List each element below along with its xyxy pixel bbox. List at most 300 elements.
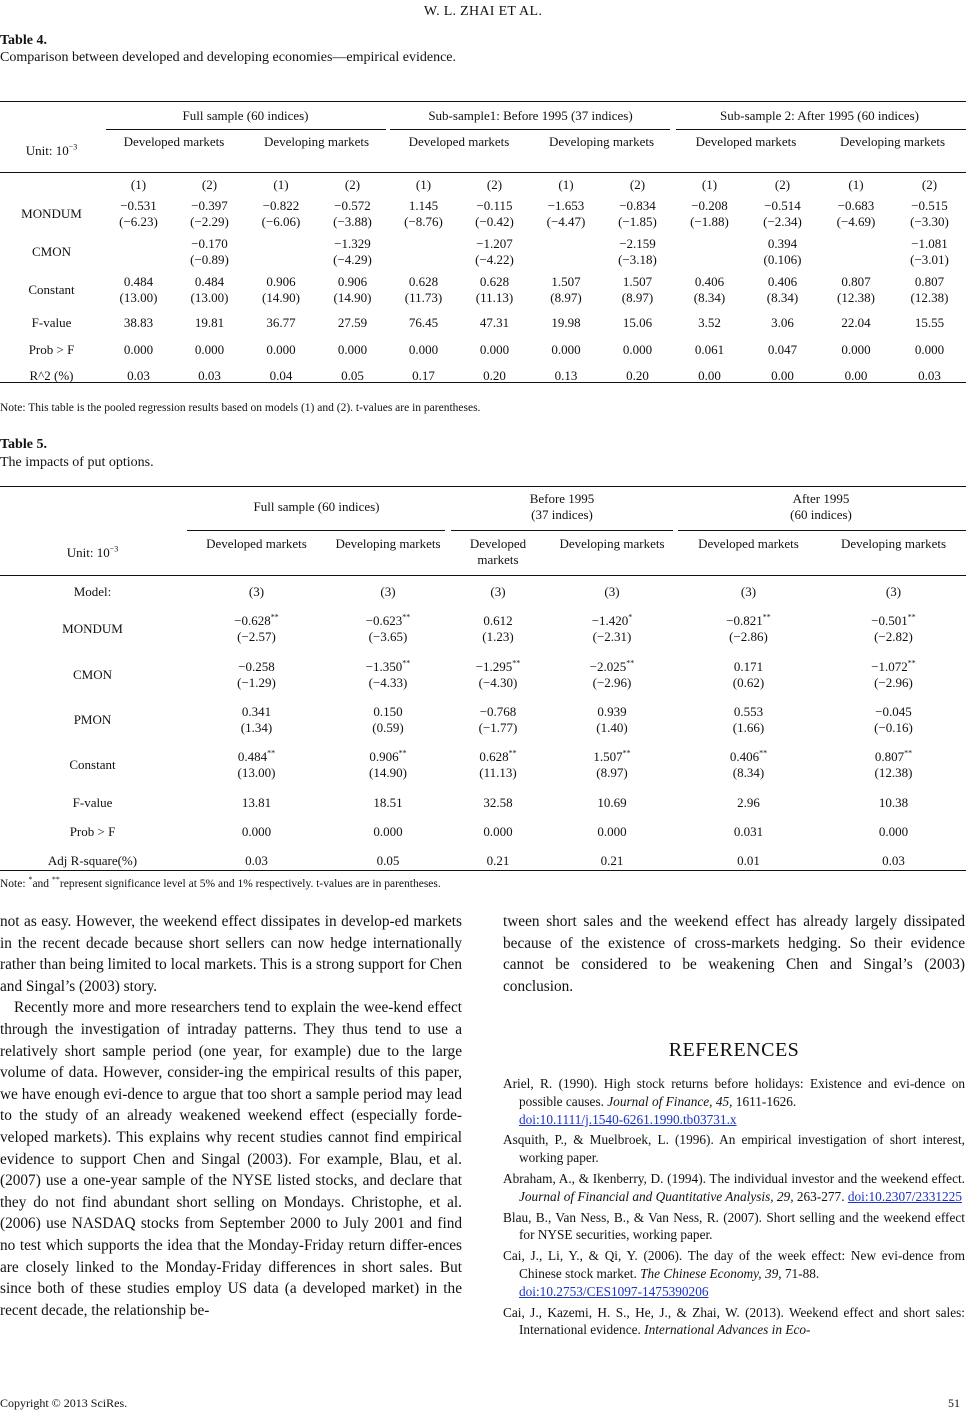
table5-note: Note: *and **represent significance level at 5% and 1% respectively. t-values are in parentheses. (0, 875, 441, 890)
table5-cell (328, 698, 448, 742)
table5-model-row (0, 578, 966, 606)
table4-model-cell: (1) (273, 177, 289, 192)
coefficient-value: 18.51 (373, 795, 403, 810)
table5-cell (548, 652, 676, 698)
t-value: (−2.29) (190, 214, 229, 229)
table4-cell (602, 233, 673, 271)
coefficient-value: 1.507 (622, 274, 653, 289)
table5-cell (448, 606, 548, 652)
table4-model-cell: (2) (629, 177, 646, 192)
coefficient-value: −0.572 (334, 198, 371, 213)
t-value: (8.97) (596, 765, 628, 780)
coefficient-value: −0.045 (875, 704, 912, 719)
coefficient-value: 0.628 (408, 274, 439, 289)
coefficient-value: −0.115 (476, 198, 513, 213)
table5-cell (548, 846, 676, 876)
table5-top-rule (0, 486, 966, 487)
table4-row-label: Constant (28, 282, 75, 297)
table5-cell (185, 698, 328, 742)
table5-cell (448, 652, 548, 698)
coefficient-value: 0.20 (626, 368, 649, 383)
coefficient-line (821, 659, 966, 675)
table5-cell (448, 698, 548, 742)
table5-cell (548, 788, 676, 818)
coefficient-value: 0.612 (483, 613, 513, 628)
coefficient-line (328, 613, 448, 629)
coefficient-value: 0.406 (767, 274, 798, 289)
t-value: (12.38) (910, 290, 949, 305)
table4-cell (673, 337, 746, 363)
table4-cell (317, 337, 388, 363)
coefficient-line (185, 613, 328, 629)
table5-cell (448, 742, 548, 788)
t-value: (0.106) (763, 252, 802, 267)
coefficient-value: −1.420 (591, 613, 629, 628)
significance-marker: ** (267, 748, 276, 758)
coefficient-value: 1.507 (551, 274, 581, 289)
reference-item (503, 1075, 965, 1128)
coefficient-line (548, 824, 676, 840)
table4-cell (245, 233, 317, 271)
coefficient-value: 19.98 (551, 315, 581, 330)
table4-model-cell: (2) (921, 177, 938, 192)
t-value: (−0.89) (190, 252, 229, 267)
table5-unit-label: Unit: $10^{-3}$ (66, 544, 119, 560)
table5-market: Developing markets (335, 536, 441, 551)
table4-cell (819, 233, 893, 271)
coefficient-value: 0.150 (373, 704, 403, 719)
t-value: (−2.57) (237, 629, 276, 644)
coefficient-value: 19.81 (194, 315, 225, 330)
t-value: (0.59) (372, 720, 404, 735)
table4-market: Developed markets (408, 134, 510, 149)
t-value: (11.73) (404, 290, 443, 305)
coefficient-value: 76.45 (408, 315, 439, 330)
coefficient-value: 15.55 (914, 315, 945, 330)
t-value: (−0.16) (874, 720, 913, 735)
reference-item (503, 1209, 965, 1245)
coefficient-line (448, 659, 548, 675)
coefficient-line (185, 824, 328, 840)
table5-header-rule (0, 575, 966, 576)
t-value: (13.00) (190, 290, 229, 305)
table4-model-cell: (1) (415, 177, 432, 192)
t-value: (−0.42) (475, 214, 514, 229)
table4-model-cell: (1) (558, 177, 574, 192)
coefficient-value: 0.000 (241, 824, 272, 839)
coefficient-line (821, 613, 966, 629)
table4-market: Developing markets (839, 134, 946, 149)
table5-group-before: Before 1995 (37 indices) (529, 491, 595, 522)
table4-row (0, 233, 966, 271)
table4-cell (459, 195, 530, 233)
t-value: (12.38) (837, 290, 875, 305)
coefficient-value: 0.171 (733, 659, 764, 674)
coefficient-line (676, 795, 821, 811)
table4-cell (245, 363, 317, 389)
table4-cell (174, 309, 245, 337)
coefficient-line (548, 659, 676, 675)
coefficient-value: −0.258 (238, 659, 275, 674)
coefficient-value: 0.000 (841, 342, 871, 357)
t-value: (−2.96) (592, 675, 632, 690)
coefficient-value: −0.628 (234, 613, 271, 628)
reference-text: Cai, J., Kazemi, H. S., He, J., & Zhai, W. (2013). Weekend effect and short sales: International evidence. (503, 1304, 965, 1338)
coefficient-line (821, 704, 966, 720)
table5-row-label: CMON (72, 667, 112, 682)
table5-model-cell: (3) (248, 584, 265, 599)
table5-body (0, 578, 966, 876)
table4-cell (459, 337, 530, 363)
coefficient-value: 47.31 (479, 315, 510, 330)
coefficient-value: −0.514 (764, 198, 801, 213)
table5-row-label: Model: (73, 584, 112, 599)
table4-cell (893, 233, 966, 271)
t-value: (1.23) (482, 629, 514, 644)
body-paragraph: Recently more and more researchers tend to explain the wee-kend effect through the investigation of intraday patterns. They thus tend to use a relatively short sample period (one year, for example) due to the large volume of data. However, consider-ing the empirical results of this paper, we have enough evi-dence to argue that too short a sample period may lead to the study of an already weakened weekend effect (especially forde-veloped markets). This explains why recent studies cannot find empirical evidence to support Chen and Singal (2003). For example, Blau, et al. (2007) use a one-year sample of the NYSE listed stocks, and declare that they do not find abundant short selling on Mondays. Christophe, et al. (2006) use NASDAQ stocks from September 2000 to July 2001 and find no test which supports the idea that the Monday-Friday return differ-ences are closely linked to the Monday-Friday differences in short sales. But since both of these studies employ US data (a developed market) in the recent decade, the relationship be- (0, 999, 462, 1319)
table5-model-cell: (3) (604, 584, 620, 599)
table4-cell (174, 195, 245, 233)
table4-cell (819, 337, 893, 363)
references-list (503, 1075, 965, 1342)
significance-marker: * (628, 612, 633, 622)
table5-row (0, 742, 966, 788)
table4-cell (245, 309, 317, 337)
table4-cell (459, 309, 530, 337)
table5-cell (328, 652, 448, 698)
t-value: (14.90) (369, 765, 407, 780)
table4-cell (893, 195, 966, 233)
table5-cell (676, 742, 821, 788)
coefficient-value: 0.04 (269, 368, 293, 383)
table4-cell (103, 271, 174, 309)
table4-body (0, 175, 966, 389)
coefficient-line (185, 659, 328, 675)
coefficient-value: 0.000 (123, 342, 154, 357)
table5-row (0, 788, 966, 818)
significance-marker: ** (512, 658, 521, 668)
reference-doi-link[interactable]: doi:10.2307/2331225 (847, 1188, 962, 1204)
table4-top-rule (0, 101, 966, 102)
coefficient-line (185, 853, 328, 869)
coefficient-value: 0.000 (337, 342, 368, 357)
table5-title: Table 5. (0, 437, 47, 452)
coefficient-value: −0.397 (191, 198, 228, 213)
table5-row (0, 846, 966, 876)
reference-journal: Journal of Financial and Quantitative Analysis, 29, (519, 1188, 794, 1204)
coefficient-value: 0.17 (412, 368, 435, 383)
coefficient-value: 0.628 (479, 274, 510, 289)
table4-cell (893, 363, 966, 389)
table4-cell (673, 233, 746, 271)
coefficient-value: 0.03 (882, 853, 905, 868)
table5-row (0, 606, 966, 652)
t-value: (−3.65) (368, 629, 408, 644)
t-value: (−2.31) (592, 629, 632, 644)
table5-cell (548, 698, 676, 742)
coefficient-value: −0.683 (837, 198, 875, 213)
coefficient-line (328, 704, 448, 720)
coefficient-value: −0.170 (191, 236, 228, 251)
t-value: (−4.47) (546, 214, 586, 229)
table5-row (0, 652, 966, 698)
table5-market: Developed markets (206, 536, 307, 551)
table4-cell (819, 195, 893, 233)
reference-journal: International Advances in Eco- (644, 1322, 811, 1338)
coefficient-value: 0.000 (551, 342, 581, 357)
table4-group-after: Sub-sample 2: After 1995 (60 indices) (720, 108, 919, 123)
table4-model-cell: (2) (486, 177, 503, 192)
t-value: (−2.82) (874, 629, 913, 644)
table5-cell (548, 818, 676, 846)
coefficient-line (676, 659, 821, 675)
table4-cell (245, 337, 317, 363)
coefficient-value: 0.807 (841, 274, 871, 289)
table4-cell (103, 309, 174, 337)
table4-cell (317, 309, 388, 337)
table5-group-rule-3 (678, 530, 966, 531)
coefficient-value: −0.501 (871, 613, 908, 628)
coefficient-value: −1.072 (871, 659, 908, 674)
table4-cell (746, 363, 819, 389)
body-paragraph: not as easy. However, the weekend effect dissipates in develop-ed markets in the recent decade because short sellers can now hedge internationally rather than being limited to local markets. This is a strong support for Chen and Singal’s (2003) story. (0, 913, 462, 995)
table4-cell (819, 309, 893, 337)
table5-market: Developing markets (559, 536, 665, 551)
table5-row (0, 818, 966, 846)
coefficient-value: 0.03 (198, 368, 221, 383)
t-value: (1.40) (596, 720, 628, 735)
table5-cell (676, 652, 821, 698)
coefficient-value: 10.69 (597, 795, 627, 810)
significance-marker: ** (904, 748, 913, 758)
coefficient-value: 10.38 (878, 795, 909, 810)
table4-model-cell: (1) (701, 177, 718, 192)
reference-item (503, 1170, 965, 1206)
significance-marker: ** (398, 748, 407, 758)
table4-market: Developed markets (695, 134, 797, 149)
coefficient-value: 27.59 (337, 315, 368, 330)
reference-text: Cai, J., Li, Y., & Qi, Y. (2006). The day of the week effect: New evi-dence from Chinese stock market. (503, 1248, 965, 1281)
references-heading: REFERENCES (668, 1039, 800, 1061)
table5-cell (821, 788, 966, 818)
table4-market: Developing markets (548, 134, 655, 149)
table4-model-cell: (2) (774, 177, 791, 192)
coefficient-line (448, 704, 548, 720)
reference-journal: Journal of Finance, 45, (607, 1093, 733, 1109)
coefficient-value: −0.834 (619, 198, 656, 213)
coefficient-value: 0.484 (123, 274, 154, 289)
table4-cell (459, 363, 530, 389)
t-value: (0.62) (732, 675, 765, 690)
table4-cell (103, 195, 174, 233)
coefficient-value: −0.208 (691, 198, 728, 213)
table5-cell (185, 652, 328, 698)
coefficient-value: 0.00 (771, 368, 794, 383)
coefficient-line (185, 749, 328, 765)
table4-cell (388, 309, 459, 337)
coefficient-line (448, 824, 548, 840)
table5-cell (185, 742, 328, 788)
significance-marker: ** (907, 658, 916, 668)
table5-cell (821, 818, 966, 846)
table5-group-after: After 1995 (60 indices) (790, 491, 852, 522)
table5-cell (328, 742, 448, 788)
significance-marker: ** (907, 612, 916, 622)
coefficient-value: 0.628 (479, 749, 509, 764)
t-value: (13.00) (119, 290, 158, 305)
table5-market: Developing markets (840, 536, 947, 551)
table4-cell (746, 309, 819, 337)
table5-cell (328, 606, 448, 652)
table5-cell (185, 606, 328, 652)
coefficient-value: 0.341 (241, 704, 272, 719)
t-value: (−1.88) (690, 214, 729, 229)
table5-market-header (0, 536, 966, 572)
table4-cell (673, 309, 746, 337)
table5-group-full: Full sample (60 indices) (253, 499, 380, 514)
t-value: (−6.06) (261, 214, 301, 229)
t-value: (1.66) (732, 720, 765, 735)
table5-model-cell: (3) (740, 584, 757, 599)
table5-cell (548, 742, 676, 788)
table4-cell (530, 233, 602, 271)
table5-cell (185, 818, 328, 846)
table4-cell (530, 309, 602, 337)
table4-cell (174, 363, 245, 389)
significance-marker: ** (402, 658, 411, 668)
t-value: (−2.34) (763, 214, 802, 229)
significance-marker: ** (402, 612, 411, 622)
coefficient-line (676, 853, 821, 869)
t-value: (13.00) (237, 765, 276, 780)
coefficient-value: 1.145 (408, 198, 439, 213)
t-value: (14.90) (262, 290, 300, 305)
body-paragraph: tween short sales and the weekend effect has already largely dissipated because of the existence of cross-markets hedging. So their evidence cannot be considered to be weakening Chen and Singal’s (2003) conclusion. (503, 913, 965, 995)
t-value: (8.97) (550, 290, 582, 305)
coefficient-value: 0.047 (767, 342, 798, 357)
t-value: (−3.01) (910, 252, 949, 267)
table4-cell (746, 195, 819, 233)
table4-row-label: MONDUM (21, 206, 82, 221)
t-value: (−1.77) (478, 720, 518, 735)
table4-unit-label: Unit: $10^{-3}$ (25, 142, 78, 158)
coefficient-line (448, 613, 548, 629)
table5-group-rule-2 (451, 530, 673, 531)
coefficient-value: −1.653 (547, 198, 585, 213)
coefficient-value: 0.000 (479, 342, 510, 357)
coefficient-value: 1.507 (593, 749, 623, 764)
table4-cell (530, 195, 602, 233)
coefficient-value: 0.031 (733, 824, 764, 839)
coefficient-line (821, 824, 966, 840)
significance-marker: ** (270, 612, 279, 622)
table5-cell (676, 788, 821, 818)
coefficient-value: 0.061 (694, 342, 725, 357)
t-value: (−2.86) (729, 629, 768, 644)
coefficient-line (328, 749, 448, 765)
coefficient-value: −1.329 (334, 236, 371, 251)
table4-cell (317, 233, 388, 271)
t-value: (14.90) (333, 290, 372, 305)
significance-marker: ** (762, 612, 771, 622)
coefficient-value: −1.081 (911, 236, 948, 251)
coefficient-line (328, 659, 448, 675)
t-value: (11.13) (479, 765, 517, 780)
coefficient-line (548, 853, 676, 869)
table4-caption: Comparison between developed and developing economies—empirical evidence. (0, 50, 457, 65)
coefficient-value: 0.906 (266, 274, 296, 289)
table5-cell (448, 788, 548, 818)
coefficient-value: 0.21 (600, 853, 624, 868)
coefficient-value: 36.77 (266, 315, 296, 330)
coefficient-value: −0.623 (365, 613, 403, 628)
reference-text: Ariel, R. (1990). High stock returns before holidays: Existence and evi-dence on possible causes. (503, 1076, 965, 1109)
table5-model-cell: (3) (885, 584, 902, 599)
table5-group-header (0, 490, 966, 526)
coefficient-value: 32.58 (483, 795, 513, 810)
coefficient-value: 0.20 (483, 368, 506, 383)
coefficient-line (548, 613, 676, 629)
coefficient-line (676, 704, 821, 720)
coefficient-value: −2.025 (589, 659, 627, 674)
coefficient-value: 0.03 (918, 368, 941, 383)
coefficient-line (448, 749, 548, 765)
table5-row-label: PMON (73, 712, 112, 727)
table4-cell (388, 271, 459, 309)
table4-cell (530, 337, 602, 363)
reference-pages: 71-88. (781, 1265, 820, 1281)
coefficient-line (548, 795, 676, 811)
table5-cell (821, 698, 966, 742)
coefficient-line (821, 795, 966, 811)
table5-row (0, 698, 966, 742)
table4-cell (388, 233, 459, 271)
table4-cell (746, 271, 819, 309)
coefficient-value: 3.06 (771, 315, 794, 330)
reference-text: Asquith, P., & Muelbroek, L. (1996). An empirical investigation of short interest, working paper. (503, 1132, 965, 1166)
table4-row-label: CMON (31, 244, 71, 259)
coefficient-line (328, 824, 448, 840)
table4-cell (893, 337, 966, 363)
coefficient-line (185, 795, 328, 811)
reference-doi-link[interactable]: doi:10.2753/CES1097-1475390206 (519, 1283, 709, 1299)
coefficient-value: 0.000 (914, 342, 945, 357)
significance-marker: ** (508, 748, 517, 758)
table4-model-row (0, 175, 966, 195)
table5-cell (548, 606, 676, 652)
table4-cell (819, 363, 893, 389)
table4-model-cell: (2) (201, 177, 218, 192)
table4-header-rule (0, 172, 966, 173)
table4-group-before: Sub-sample1: Before 1995 (37 indices) (428, 108, 633, 123)
coefficient-value: 0.000 (266, 342, 296, 357)
t-value: (−6.23) (119, 214, 158, 229)
table4-title: Table 4. (0, 33, 47, 48)
table5-cell (448, 846, 548, 876)
table4-cell (746, 337, 819, 363)
t-value: (1.34) (240, 720, 273, 735)
t-value: (11.13) (475, 290, 514, 305)
coefficient-value: 0.484 (237, 749, 268, 764)
table5-bottom-rule (0, 870, 966, 871)
table4-cell (103, 337, 174, 363)
t-value: (−4.22) (475, 252, 514, 267)
reference-doi-link[interactable]: doi:10.1111/j.1540-6261.1990.tb03731.x (519, 1111, 737, 1127)
coefficient-value: −0.531 (120, 198, 157, 213)
t-value: (−3.18) (618, 252, 657, 267)
coefficient-value: 0.807 (874, 749, 905, 764)
table4-group-rule-1 (106, 129, 386, 130)
